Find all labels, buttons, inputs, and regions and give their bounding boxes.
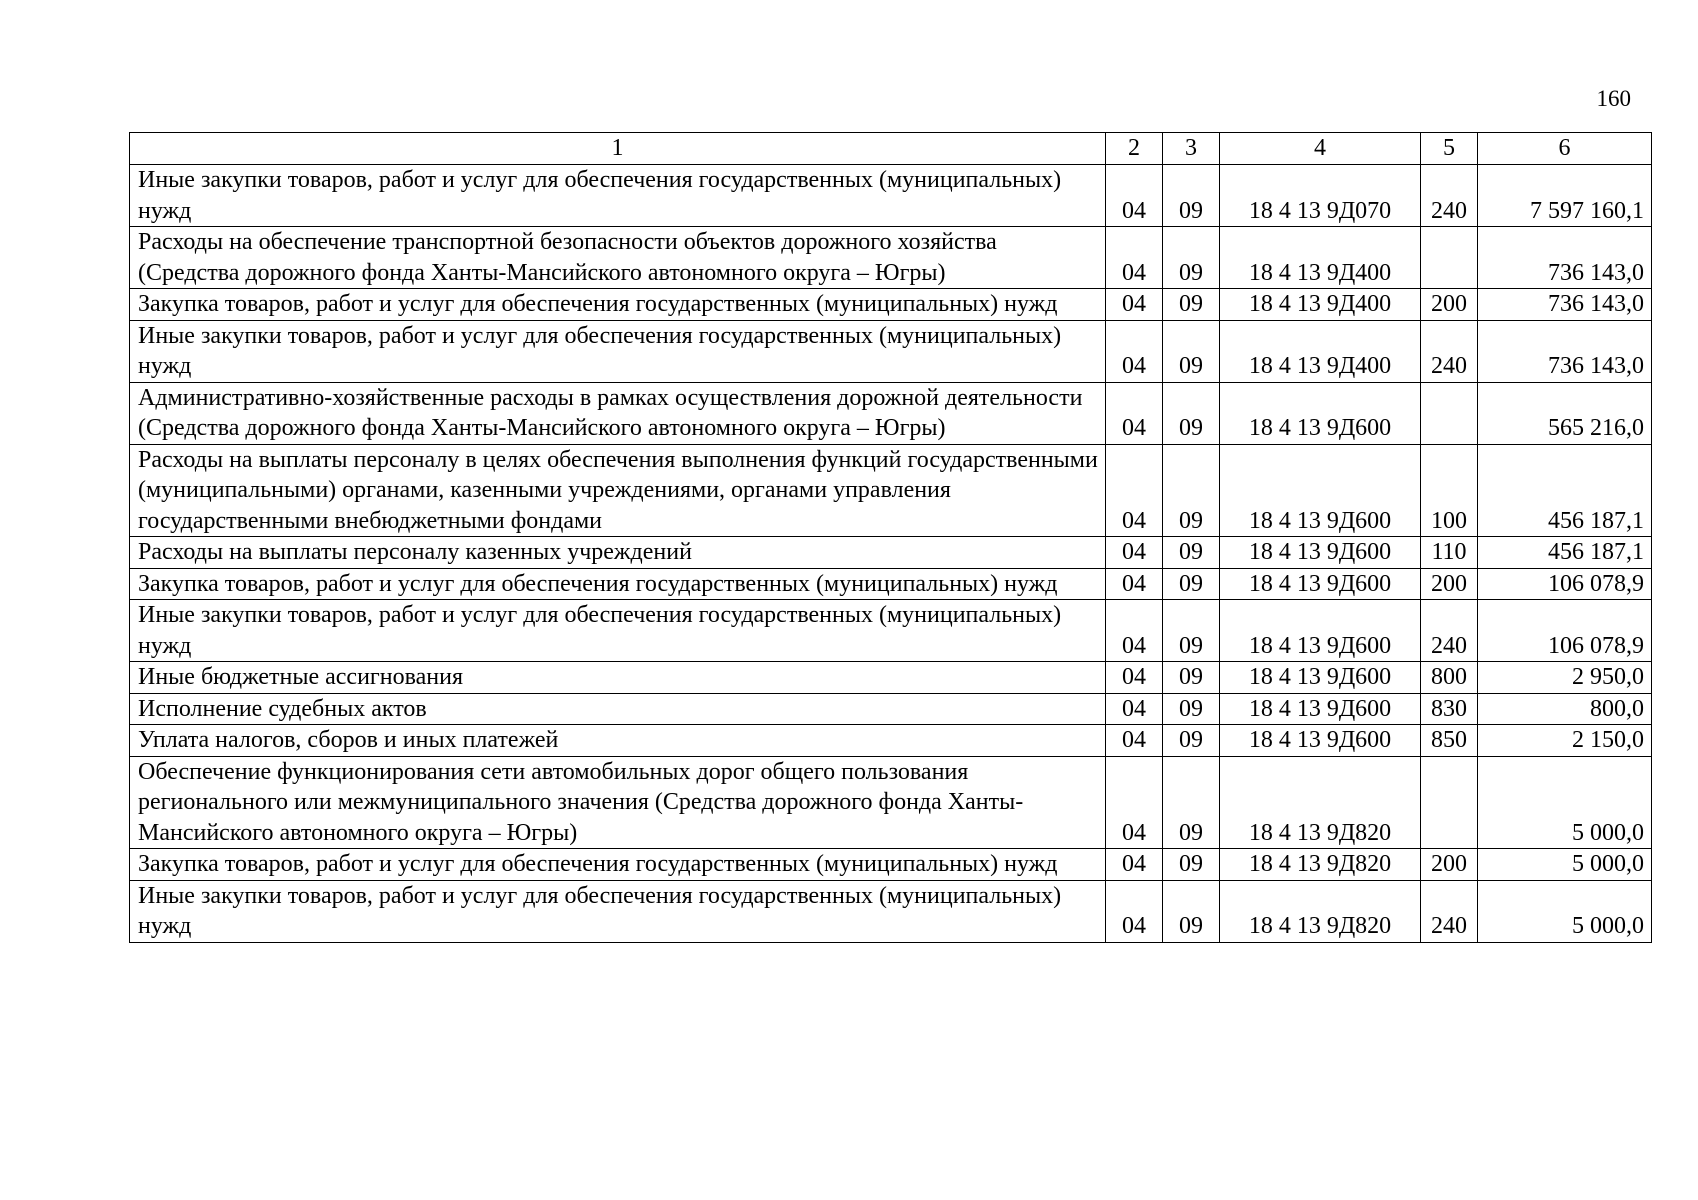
table-row bbox=[130, 725, 1652, 757]
row-amount: 736 143,0 bbox=[1478, 227, 1652, 289]
table-row bbox=[130, 693, 1652, 725]
row-name: Иные закупки товаров, работ и услуг для обеспечения государственных (муниципальных) нужд bbox=[130, 880, 1106, 942]
row-section: 04 bbox=[1106, 849, 1163, 881]
table-row bbox=[130, 568, 1652, 600]
row-target-article: 18 4 13 9Д820 bbox=[1220, 880, 1421, 942]
row-subsection: 09 bbox=[1163, 444, 1220, 537]
table-row bbox=[130, 880, 1652, 942]
row-amount: 106 078,9 bbox=[1478, 568, 1652, 600]
column-header-name: 1 bbox=[130, 133, 1106, 165]
row-name: Расходы на выплаты персоналу в целях обеспечения выполнения функций государственными (муниципальными) органами, казенными учреждениями, органами управления государственными внебюджетными фондами bbox=[130, 444, 1106, 537]
row-section: 04 bbox=[1106, 289, 1163, 321]
row-amount: 456 187,1 bbox=[1478, 444, 1652, 537]
row-amount: 5 000,0 bbox=[1478, 849, 1652, 881]
row-section: 04 bbox=[1106, 444, 1163, 537]
row-name: Расходы на выплаты персоналу казенных учреждений bbox=[130, 537, 1106, 569]
row-amount: 456 187,1 bbox=[1478, 537, 1652, 569]
page-number: 160 bbox=[1596, 86, 1631, 111]
row-expense-type bbox=[1421, 382, 1478, 444]
row-expense-type: 850 bbox=[1421, 725, 1478, 757]
row-section: 04 bbox=[1106, 320, 1163, 382]
row-target-article: 18 4 13 9Д600 bbox=[1220, 568, 1421, 600]
row-target-article: 18 4 13 9Д600 bbox=[1220, 600, 1421, 662]
row-subsection: 09 bbox=[1163, 849, 1220, 881]
row-expense-type: 200 bbox=[1421, 849, 1478, 881]
row-target-article: 18 4 13 9Д820 bbox=[1220, 756, 1421, 849]
row-target-article: 18 4 13 9Д400 bbox=[1220, 320, 1421, 382]
row-subsection: 09 bbox=[1163, 725, 1220, 757]
row-section: 04 bbox=[1106, 662, 1163, 694]
row-expense-type: 100 bbox=[1421, 444, 1478, 537]
row-amount: 5 000,0 bbox=[1478, 880, 1652, 942]
row-target-article: 18 4 13 9Д070 bbox=[1220, 165, 1421, 227]
row-amount: 7 597 160,1 bbox=[1478, 165, 1652, 227]
row-section: 04 bbox=[1106, 568, 1163, 600]
row-name: Расходы на обеспечение транспортной безопасности объектов дорожного хозяйства (Средства дорожного фонда Ханты-Мансийского автономного округа – Югры) bbox=[130, 227, 1106, 289]
row-name: Административно-хозяйственные расходы в рамках осуществления дорожной деятельности (Средства дорожного фонда Ханты-Мансийского автономного округа – Югры) bbox=[130, 382, 1106, 444]
row-target-article: 18 4 13 9Д600 bbox=[1220, 382, 1421, 444]
row-expense-type: 830 bbox=[1421, 693, 1478, 725]
row-amount: 800,0 bbox=[1478, 693, 1652, 725]
row-section: 04 bbox=[1106, 880, 1163, 942]
row-section: 04 bbox=[1106, 693, 1163, 725]
column-header-expense-type: 5 bbox=[1421, 133, 1478, 165]
row-amount: 106 078,9 bbox=[1478, 600, 1652, 662]
row-amount: 565 216,0 bbox=[1478, 382, 1652, 444]
table-row bbox=[130, 320, 1652, 382]
row-subsection: 09 bbox=[1163, 537, 1220, 569]
budget-table bbox=[129, 132, 1652, 943]
row-name: Исполнение судебных актов bbox=[130, 693, 1106, 725]
row-section: 04 bbox=[1106, 227, 1163, 289]
column-header-subsection: 3 bbox=[1163, 133, 1220, 165]
row-target-article: 18 4 13 9Д400 bbox=[1220, 227, 1421, 289]
row-target-article: 18 4 13 9Д600 bbox=[1220, 662, 1421, 694]
table-row bbox=[130, 600, 1652, 662]
row-amount: 2 150,0 bbox=[1478, 725, 1652, 757]
table-row bbox=[130, 227, 1652, 289]
row-name: Иные бюджетные ассигнования bbox=[130, 662, 1106, 694]
row-section: 04 bbox=[1106, 600, 1163, 662]
row-name: Иные закупки товаров, работ и услуг для обеспечения государственных (муниципальных) нужд bbox=[130, 600, 1106, 662]
column-header-amount: 6 bbox=[1478, 133, 1652, 165]
table-row bbox=[130, 165, 1652, 227]
row-name: Обеспечение функционирования сети автомобильных дорог общего пользования регионального или межмуниципального значения (Средства дорожного фонда Ханты-Мансийского автономного округа – Югры) bbox=[130, 756, 1106, 849]
row-target-article: 18 4 13 9Д600 bbox=[1220, 693, 1421, 725]
row-expense-type: 240 bbox=[1421, 165, 1478, 227]
row-amount: 736 143,0 bbox=[1478, 289, 1652, 321]
table-row bbox=[130, 382, 1652, 444]
row-subsection: 09 bbox=[1163, 880, 1220, 942]
row-section: 04 bbox=[1106, 756, 1163, 849]
row-amount: 736 143,0 bbox=[1478, 320, 1652, 382]
row-subsection: 09 bbox=[1163, 289, 1220, 321]
row-target-article: 18 4 13 9Д600 bbox=[1220, 725, 1421, 757]
row-target-article: 18 4 13 9Д400 bbox=[1220, 289, 1421, 321]
row-expense-type: 200 bbox=[1421, 289, 1478, 321]
row-expense-type: 240 bbox=[1421, 320, 1478, 382]
row-subsection: 09 bbox=[1163, 662, 1220, 694]
table-row bbox=[130, 444, 1652, 537]
row-target-article: 18 4 13 9Д600 bbox=[1220, 537, 1421, 569]
row-subsection: 09 bbox=[1163, 600, 1220, 662]
table-row bbox=[130, 537, 1652, 569]
row-section: 04 bbox=[1106, 537, 1163, 569]
column-header-target-article: 4 bbox=[1220, 133, 1421, 165]
row-subsection: 09 bbox=[1163, 756, 1220, 849]
row-subsection: 09 bbox=[1163, 165, 1220, 227]
row-expense-type: 110 bbox=[1421, 537, 1478, 569]
row-subsection: 09 bbox=[1163, 693, 1220, 725]
table-row bbox=[130, 662, 1652, 694]
row-section: 04 bbox=[1106, 725, 1163, 757]
table-row bbox=[130, 289, 1652, 321]
row-name: Закупка товаров, работ и услуг для обеспечения государственных (муниципальных) нужд bbox=[130, 568, 1106, 600]
row-expense-type: 200 bbox=[1421, 568, 1478, 600]
row-expense-type bbox=[1421, 756, 1478, 849]
row-target-article: 18 4 13 9Д820 bbox=[1220, 849, 1421, 881]
row-expense-type: 240 bbox=[1421, 880, 1478, 942]
row-name: Иные закупки товаров, работ и услуг для обеспечения государственных (муниципальных) нужд bbox=[130, 165, 1106, 227]
row-amount: 2 950,0 bbox=[1478, 662, 1652, 694]
row-section: 04 bbox=[1106, 382, 1163, 444]
row-name: Закупка товаров, работ и услуг для обеспечения государственных (муниципальных) нужд bbox=[130, 289, 1106, 321]
row-name: Иные закупки товаров, работ и услуг для обеспечения государственных (муниципальных) нужд bbox=[130, 320, 1106, 382]
row-subsection: 09 bbox=[1163, 227, 1220, 289]
row-name: Уплата налогов, сборов и иных платежей bbox=[130, 725, 1106, 757]
row-subsection: 09 bbox=[1163, 382, 1220, 444]
row-amount: 5 000,0 bbox=[1478, 756, 1652, 849]
row-subsection: 09 bbox=[1163, 568, 1220, 600]
column-header-section: 2 bbox=[1106, 133, 1163, 165]
row-target-article: 18 4 13 9Д600 bbox=[1220, 444, 1421, 537]
row-expense-type bbox=[1421, 227, 1478, 289]
row-section: 04 bbox=[1106, 165, 1163, 227]
table-row bbox=[130, 756, 1652, 849]
table-header-row bbox=[130, 133, 1652, 165]
table-row bbox=[130, 849, 1652, 881]
row-name: Закупка товаров, работ и услуг для обеспечения государственных (муниципальных) нужд bbox=[130, 849, 1106, 881]
row-subsection: 09 bbox=[1163, 320, 1220, 382]
row-expense-type: 240 bbox=[1421, 600, 1478, 662]
row-expense-type: 800 bbox=[1421, 662, 1478, 694]
